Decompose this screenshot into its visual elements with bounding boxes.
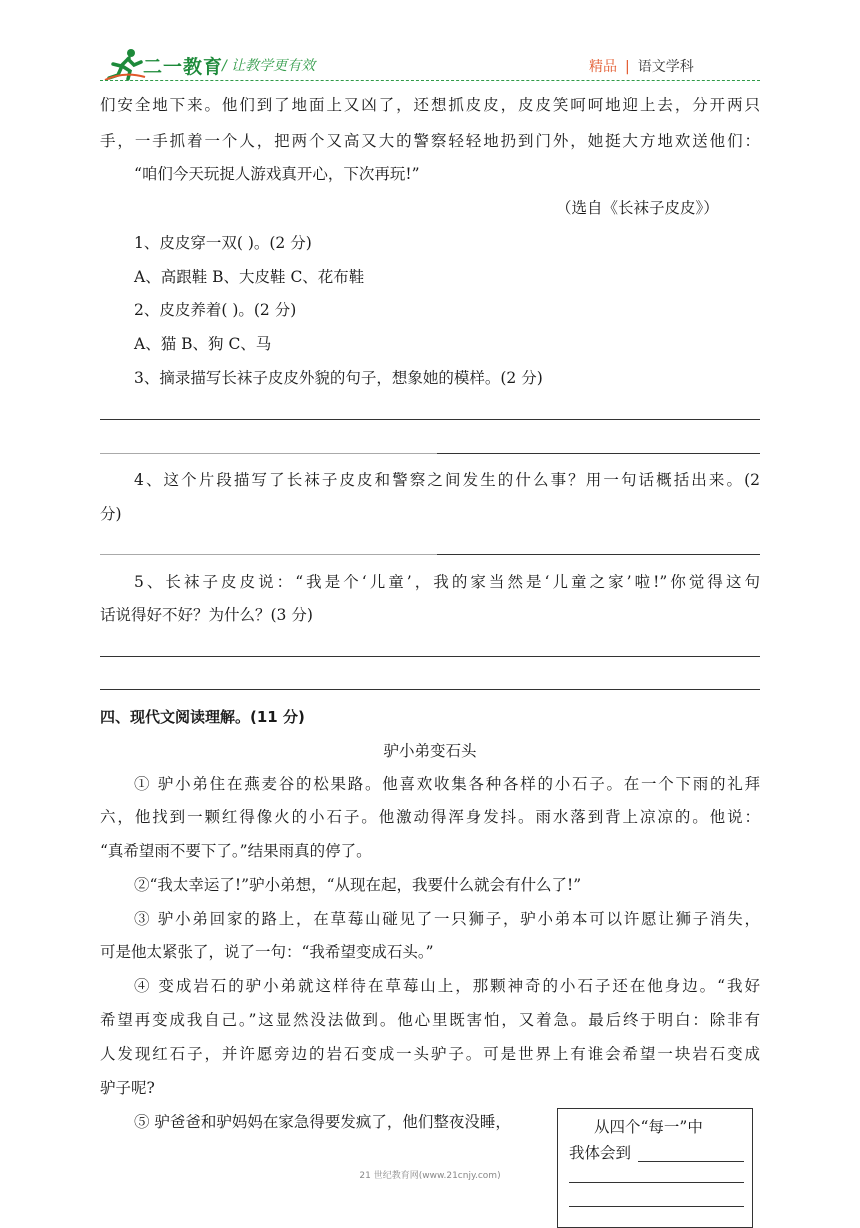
question-2: 2、皮皮养着( )。(2 分) (134, 301, 297, 319)
question-5-cont: 话说得好不好？为什么？(3 分) (100, 606, 313, 624)
story-title: 驴小弟变石头 (383, 742, 477, 760)
paragraph-line: 六，他找到一颗红得像火的小石子。他激动得浑身发抖。雨水落到背上凉凉的。他说： (100, 808, 760, 826)
passage-line: “咱们今天玩捉人游戏真开心，下次再玩!” (134, 165, 420, 183)
note-box-line-1: 从四个“每一”中 (594, 1118, 703, 1136)
note-answer-line[interactable] (569, 1182, 744, 1183)
runner-logo-icon (104, 47, 146, 81)
answer-line[interactable] (100, 419, 760, 420)
answer-line[interactable] (100, 656, 760, 657)
question-3: 3、摘录描写长袜子皮皮外貌的句子，想象她的模样。(2 分) (134, 369, 543, 387)
paragraph-line: ④ 变成岩石的驴小弟就这样待在草莓山上，那颗神奇的小石子还在他身边。“我好 (134, 977, 760, 995)
header-divider-line (100, 80, 760, 81)
quality-label: 精品 (589, 59, 617, 75)
paragraph-line: ⑤ 驴爸爸和驴妈妈在家急得要发疯了，他们整夜没睡， (134, 1113, 511, 1131)
question-1-options: A、高跟鞋 B、大皮鞋 C、花布鞋 (134, 268, 365, 286)
answer-line[interactable] (100, 453, 437, 454)
passage-line: 们安全地下来。他们到了地面上又凶了，还想抓皮皮，皮皮笑呵呵地迎上去，分开两只 (100, 96, 760, 114)
page-header (0, 0, 860, 90)
question-1: 1、皮皮穿一双( )。(2 分) (134, 234, 312, 252)
question-4-cont: 分) (100, 505, 122, 523)
section-4-heading: 四、现代文阅读理解。(11 分) (100, 708, 305, 726)
passage-source: （选自《长袜子皮皮》） (556, 199, 719, 217)
paragraph-line: 驴子呢? (100, 1079, 155, 1097)
note-box-line-2: 我体会到 (569, 1144, 632, 1162)
paragraph-line: ③ 驴小弟回家的路上，在草莓山碰见了一只狮子，驴小弟本可以许愿让狮子消失， (134, 910, 760, 928)
question-4: 4、这个片段描写了长袜子皮皮和警察之间发生的什么事？用一句话概括出来。(2 (134, 471, 760, 489)
answer-line[interactable] (100, 554, 437, 555)
note-answer-line[interactable] (569, 1206, 744, 1207)
header-divider: | (625, 59, 630, 75)
paragraph-line: ① 驴小弟住在燕麦谷的松果路。他喜欢收集各种各样的小石子。在一个下雨的礼拜 (134, 775, 760, 793)
header-right (589, 56, 694, 76)
question-2-options: A、猫 B、狗 C、马 (134, 335, 272, 353)
page-footer: 21 世纪教育网(www.21cnjy.com) (359, 1171, 501, 1181)
paragraph-line: 可是他太紧张了，说了一句：“我希望变成石头。” (100, 943, 434, 961)
paragraph-line: ②“我太幸运了!”驴小弟想，“从现在起，我要什么就会有什么了!” (134, 876, 582, 894)
question-5: 5、长袜子皮皮说：“我是个‘儿童’，我的家当然是‘儿童之家’啦!”你觉得这句 (134, 573, 760, 591)
note-answer-line[interactable] (638, 1161, 744, 1162)
logo-text: 二一教育 (143, 56, 224, 78)
paragraph-line: 希望再变成我自己。”这显然没法做到。他心里既害怕，又着急。最后终于明白：除非有 (100, 1011, 760, 1029)
subject-label: 语文学科 (637, 59, 694, 75)
paragraph-line: 人发现红石子，并许愿旁边的岩石变成一头驴子。可是世界上有谁会希望一块岩石变成 (100, 1045, 760, 1063)
passage-line: 手，一手抓着一个人，把两个又高又大的警察轻轻地扔到门外，她挺大方地欢送他们： (100, 132, 760, 150)
paragraph-line: “真希望雨不要下了。”结果雨真的停了。 (100, 842, 372, 860)
answer-line[interactable] (437, 554, 760, 555)
slogan: / 让教学更有效 (222, 58, 316, 74)
answer-line[interactable] (437, 453, 760, 454)
answer-line[interactable] (100, 689, 760, 690)
